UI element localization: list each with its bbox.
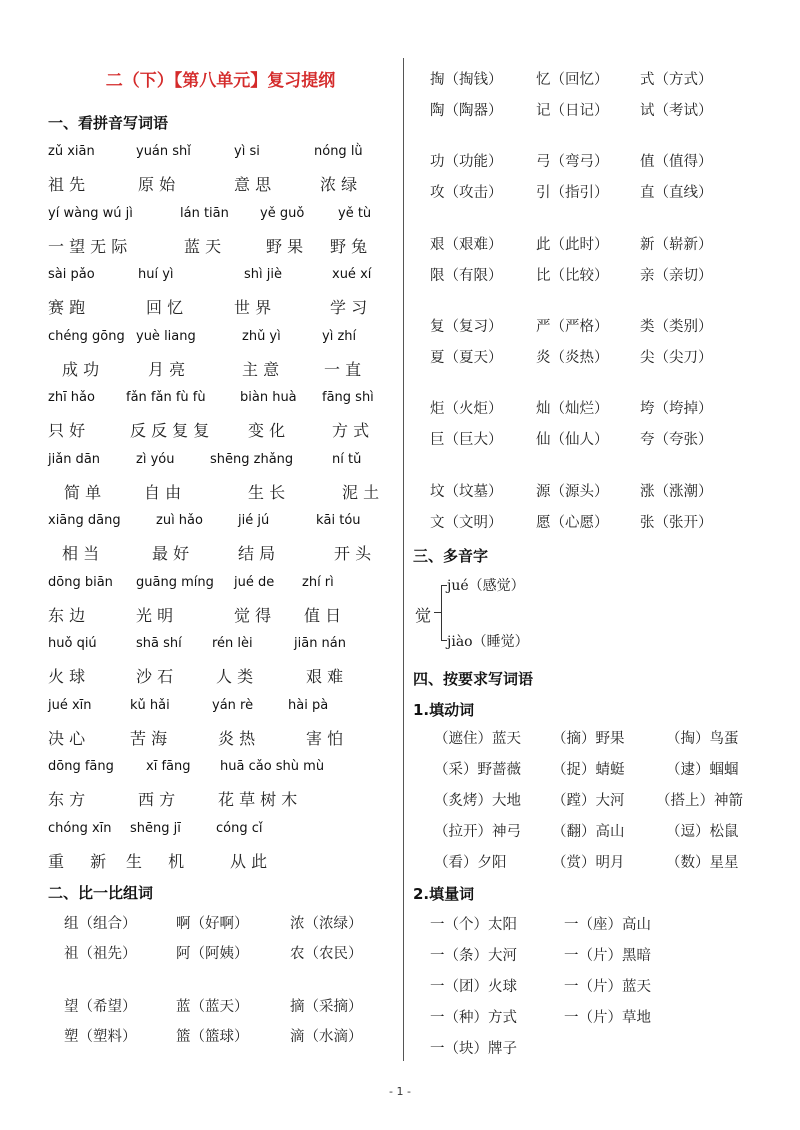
- compare-row-cell: 忆（回忆）: [536, 72, 609, 88]
- compare-row-cell: 啊（好啊）: [176, 916, 249, 932]
- compare-row-cell: 引（指引）: [536, 185, 609, 201]
- compare-row-cell: 摘（采摘）: [290, 999, 363, 1015]
- compare-row-cell: 阿（阿姨）: [176, 946, 249, 962]
- pinyin-row-cell: yě tù: [338, 205, 372, 221]
- compare-row-cell: 浓（浓绿）: [290, 916, 363, 932]
- pinyin-row-cell: huí yì: [138, 267, 174, 282]
- hanzi-row-cell: 泥 土: [342, 482, 380, 502]
- verb-row-cell: （逮）蝈蝈: [666, 762, 739, 778]
- pinyin-row-cell: yì zhí: [322, 328, 357, 344]
- compare-row-cell: 式（方式）: [640, 72, 713, 88]
- pinyin-row-cell: shì jiè: [244, 267, 282, 282]
- compare-row-cell: 滴（水滴）: [290, 1029, 363, 1045]
- hanzi-row-cell: 蓝 天: [184, 236, 222, 256]
- hanzi-row-cell: 一 望 无 际: [48, 236, 128, 256]
- hanzi-row-cell: 只 好: [48, 421, 86, 440]
- compare-row-cell: 炎（炎热）: [536, 350, 609, 366]
- compare-row-cell: 塑（塑料）: [64, 1029, 137, 1045]
- hanzi-row-cell: 决 心: [48, 728, 86, 748]
- compare-row-cell: 张（张开）: [640, 515, 713, 531]
- verb-row-cell: （赏）明月: [552, 855, 625, 871]
- compare-row-cell: 夏（夏天）: [430, 350, 503, 366]
- measure-row-cell: 一（座）高山: [564, 917, 651, 933]
- pinyin-row-cell: huā cǎo shù mù: [220, 759, 325, 774]
- section4-sub1-heading: 1.填动词: [413, 701, 475, 719]
- hanzi-row-cell: 赛 跑: [48, 298, 86, 317]
- page-number: - 1 -: [389, 1085, 411, 1098]
- hanzi-row-cell: 野 果: [266, 236, 304, 256]
- pinyin-row-cell: nóng lǜ: [314, 144, 363, 159]
- pinyin-row-cell: jué xīn: [48, 697, 92, 713]
- hanzi-row-cell: 结 局: [238, 544, 276, 563]
- hanzi-row-cell: 世 界: [234, 298, 272, 317]
- polyphone-reading-2: jiào（睡觉）: [447, 634, 529, 650]
- hanzi-row-cell: 沙 石: [136, 667, 174, 686]
- verb-row-cell: （拉开）神弓: [434, 824, 521, 840]
- compare-row-cell: 垮（垮掉）: [640, 401, 713, 417]
- hanzi-row-cell: 回 忆: [146, 298, 184, 317]
- pinyin-row-cell: fāng shì: [322, 390, 374, 405]
- hanzi-row-cell: 祖 先: [48, 175, 86, 194]
- page-title: 二（下）【第八单元】复习提纲: [105, 71, 336, 91]
- pinyin-row-cell: jié jú: [238, 513, 270, 528]
- pinyin-row-cell: cóng cǐ: [216, 820, 263, 836]
- pinyin-row-cell: shēng zhǎng: [210, 451, 294, 467]
- pinyin-row-cell: zhī hǎo: [48, 390, 95, 405]
- compare-row-cell: 仙（仙人）: [536, 432, 609, 448]
- hanzi-row-cell: 炎 热: [218, 728, 256, 748]
- compare-row-cell: 涨（涨潮）: [640, 484, 713, 500]
- pinyin-row-cell: chóng xīn: [48, 820, 112, 836]
- compare-row-cell: 夸（夸张）: [640, 432, 713, 448]
- compare-row-cell: 炬（火炬）: [430, 401, 503, 417]
- hanzi-row-cell: 生 长: [248, 482, 286, 502]
- verb-row-cell: （摘）野果: [552, 731, 625, 747]
- polyphone-char: 觉: [415, 606, 432, 625]
- compare-row-cell: 农（农民）: [290, 946, 363, 962]
- hanzi-row-cell: 野 兔: [330, 236, 368, 256]
- pinyin-row-cell: zì yóu: [136, 451, 175, 467]
- section4-sub2-heading: 2.填量词: [413, 885, 475, 903]
- hanzi-row-cell: 相 当: [62, 544, 100, 563]
- verb-row-cell: （搭上）神箭: [656, 793, 743, 809]
- pinyin-row-cell: xiāng dāng: [48, 513, 121, 528]
- compare-row-cell: 艰（艰难）: [430, 237, 503, 253]
- pinyin-row-cell: kǔ hǎi: [130, 697, 170, 713]
- compare-row-cell: 限（有限）: [430, 268, 503, 284]
- hanzi-row-cell: 害 怕: [306, 728, 344, 748]
- pinyin-row-cell: chéng gōng: [48, 328, 125, 344]
- verb-row-cell: （数）星星: [666, 855, 739, 871]
- hanzi-row-cell: 开 头: [334, 544, 372, 563]
- hanzi-row-cell: 东 方: [48, 790, 86, 809]
- hanzi-row-cell: 月 亮: [148, 359, 186, 379]
- compare-row-cell: 此（此时）: [536, 237, 609, 253]
- verb-row-cell: （采）野蔷薇: [434, 762, 521, 778]
- compare-row-cell: 坟（坟墓）: [430, 484, 503, 500]
- pinyin-row-cell: zǔ xiān: [48, 144, 95, 159]
- verb-row-cell: （捉）蜻蜓: [552, 762, 625, 778]
- section4-heading: 四、按要求写词语: [413, 670, 534, 688]
- compare-row-cell: 愿（心愿）: [536, 515, 609, 531]
- hanzi-row-cell: 简 单: [64, 482, 102, 502]
- hanzi-row-cell: 变 化: [248, 421, 286, 440]
- bracket-vertical: [441, 585, 442, 641]
- compare-row-cell: 比（比较）: [536, 268, 609, 284]
- verb-row-cell: （掏）鸟蛋: [666, 731, 739, 747]
- hanzi-row-cell: 原 始: [138, 175, 176, 194]
- compare-row-cell: 亲（亲切）: [640, 268, 713, 284]
- compare-row-cell: 组（组合）: [64, 916, 137, 932]
- hanzi-row-cell: 主 意: [242, 359, 280, 379]
- polyphone-reading-1: jué（感觉）: [447, 578, 525, 594]
- hanzi-row-cell: 人 类: [216, 667, 254, 686]
- compare-row-cell: 弓（弯弓）: [536, 154, 609, 170]
- hanzi-row-cell: 艰 难: [306, 667, 344, 686]
- compare-row-cell: 陶（陶器）: [430, 103, 503, 119]
- pinyin-row-cell: dōng fāng: [48, 759, 114, 774]
- hanzi-row-cell: 火 球: [48, 667, 86, 686]
- hanzi-row-cell: 光 明: [136, 605, 174, 625]
- hanzi-row-cell: 生 机: [126, 851, 185, 871]
- hanzi-row-cell: 苦 海: [130, 728, 168, 748]
- hanzi-row-cell: 反 反 复 复: [130, 421, 210, 440]
- pinyin-row-cell: huǒ qiú: [48, 636, 97, 651]
- pinyin-row-cell: shā shí: [136, 636, 182, 651]
- hanzi-row-cell: 最 好: [152, 544, 190, 563]
- verb-row-cell: （逗）松鼠: [666, 824, 739, 840]
- hanzi-row-cell: 从 此: [230, 851, 268, 871]
- compare-row-cell: 功（功能）: [430, 154, 503, 170]
- measure-row-cell: 一（块）牌子: [430, 1041, 517, 1057]
- pinyin-row-cell: jué de: [234, 574, 275, 590]
- compare-row-cell: 望（希望）: [64, 999, 137, 1015]
- hanzi-row-cell: 东 边: [48, 605, 86, 625]
- verb-row-cell: （炙烤）大地: [434, 793, 521, 809]
- pinyin-row-cell: rén lèi: [212, 636, 253, 651]
- hanzi-row-cell: 浓 绿: [320, 175, 358, 194]
- pinyin-row-cell: zuì hǎo: [156, 513, 203, 528]
- polyphone-diagram: [413, 574, 553, 654]
- pinyin-row-cell: shēng jī: [130, 820, 181, 836]
- hanzi-row-cell: 西 方: [138, 790, 176, 809]
- compare-row-cell: 祖（祖先）: [64, 946, 137, 962]
- pinyin-row-cell: hài pà: [288, 697, 329, 713]
- hanzi-row-cell: 意 思: [234, 175, 272, 194]
- section3-heading: 三、多音字: [413, 547, 489, 565]
- measure-row-cell: 一（团）火球: [430, 979, 517, 995]
- column-divider: [403, 58, 404, 1061]
- compare-row-cell: 试（考试）: [640, 103, 713, 119]
- compare-row-cell: 攻（攻击）: [430, 185, 503, 201]
- measure-row-cell: 一（种）方式: [430, 1010, 517, 1026]
- hanzi-row-cell: 一 直: [324, 359, 362, 379]
- compare-row-cell: 直（直线）: [640, 185, 713, 201]
- compare-row-cell: 蓝（蓝天）: [176, 999, 249, 1015]
- hanzi-row-cell: 方 式: [332, 421, 370, 440]
- compare-row-cell: 复（复习）: [430, 319, 503, 335]
- pinyin-row-cell: jiān nán: [294, 636, 347, 651]
- section1-heading: 一、看拼音写词语: [48, 114, 169, 132]
- verb-row-cell: （看）夕阳: [434, 855, 507, 871]
- pinyin-row-cell: yě guǒ: [260, 205, 305, 221]
- compare-row-cell: 掏（掏钱）: [430, 72, 503, 88]
- pinyin-row-cell: yán rè: [212, 697, 254, 713]
- hanzi-row-cell: 重 新: [48, 851, 107, 871]
- pinyin-row-cell: zhǔ yì: [242, 328, 281, 344]
- compare-row-cell: 巨（巨大）: [430, 432, 503, 448]
- pinyin-row-cell: zhí rì: [302, 574, 334, 590]
- compare-row-cell: 灿（灿烂）: [536, 401, 609, 417]
- hanzi-row-cell: 成 功: [62, 359, 100, 379]
- pinyin-row-cell: yuè liang: [136, 328, 196, 344]
- hanzi-row-cell: 花 草 树 木: [218, 790, 298, 809]
- hanzi-row-cell: 自 由: [144, 482, 182, 502]
- pinyin-row-cell: kāi tóu: [316, 513, 361, 528]
- compare-row-cell: 源（源头）: [536, 484, 609, 500]
- pinyin-row-cell: guāng míng: [136, 574, 214, 590]
- measure-row-cell: 一（片）草地: [564, 1010, 651, 1026]
- bracket-stem: [434, 612, 441, 613]
- pinyin-row-cell: dōng biān: [48, 574, 113, 590]
- pinyin-row-cell: fǎn fǎn fù fù: [126, 390, 206, 405]
- pinyin-row-cell: yì si: [234, 144, 260, 159]
- measure-row-cell: 一（片）黑暗: [564, 948, 651, 964]
- hanzi-row-cell: 学 习: [330, 298, 368, 317]
- hanzi-row-cell: 值 日: [304, 605, 342, 625]
- hanzi-row-cell: 觉 得: [234, 605, 272, 625]
- verb-row-cell: （翻）高山: [552, 824, 625, 840]
- measure-row-cell: 一（条）大河: [430, 948, 517, 964]
- compare-row-cell: 新（崭新）: [640, 237, 713, 253]
- compare-row-cell: 尖（尖刀）: [640, 350, 713, 366]
- compare-row-cell: 类（类别）: [640, 319, 713, 335]
- pinyin-row-cell: xī fāng: [146, 759, 191, 774]
- pinyin-row-cell: biàn huà: [240, 390, 297, 405]
- pinyin-row-cell: xué xí: [332, 267, 372, 282]
- measure-row-cell: 一（个）太阳: [430, 917, 517, 933]
- pinyin-row-cell: yí wàng wú jì: [48, 205, 133, 221]
- compare-row-cell: 严（严格）: [536, 319, 609, 335]
- verb-row-cell: （遮住）蓝天: [434, 731, 521, 747]
- compare-row-cell: 记（日记）: [536, 103, 609, 119]
- pinyin-row-cell: lán tiān: [180, 205, 229, 221]
- compare-row-cell: 值（值得）: [640, 154, 713, 170]
- pinyin-row-cell: yuán shǐ: [136, 144, 191, 159]
- compare-row-cell: 文（文明）: [430, 515, 503, 531]
- pinyin-row-cell: jiǎn dān: [48, 451, 101, 467]
- pinyin-row-cell: ní tǔ: [332, 451, 362, 467]
- pinyin-row-cell: sài pǎo: [48, 267, 95, 282]
- measure-row-cell: 一（片）蓝天: [564, 979, 651, 995]
- verb-row-cell: （蹚）大河: [552, 793, 625, 809]
- compare-row-cell: 篮（篮球）: [176, 1029, 249, 1045]
- section2-heading: 二、比一比组词: [48, 884, 154, 902]
